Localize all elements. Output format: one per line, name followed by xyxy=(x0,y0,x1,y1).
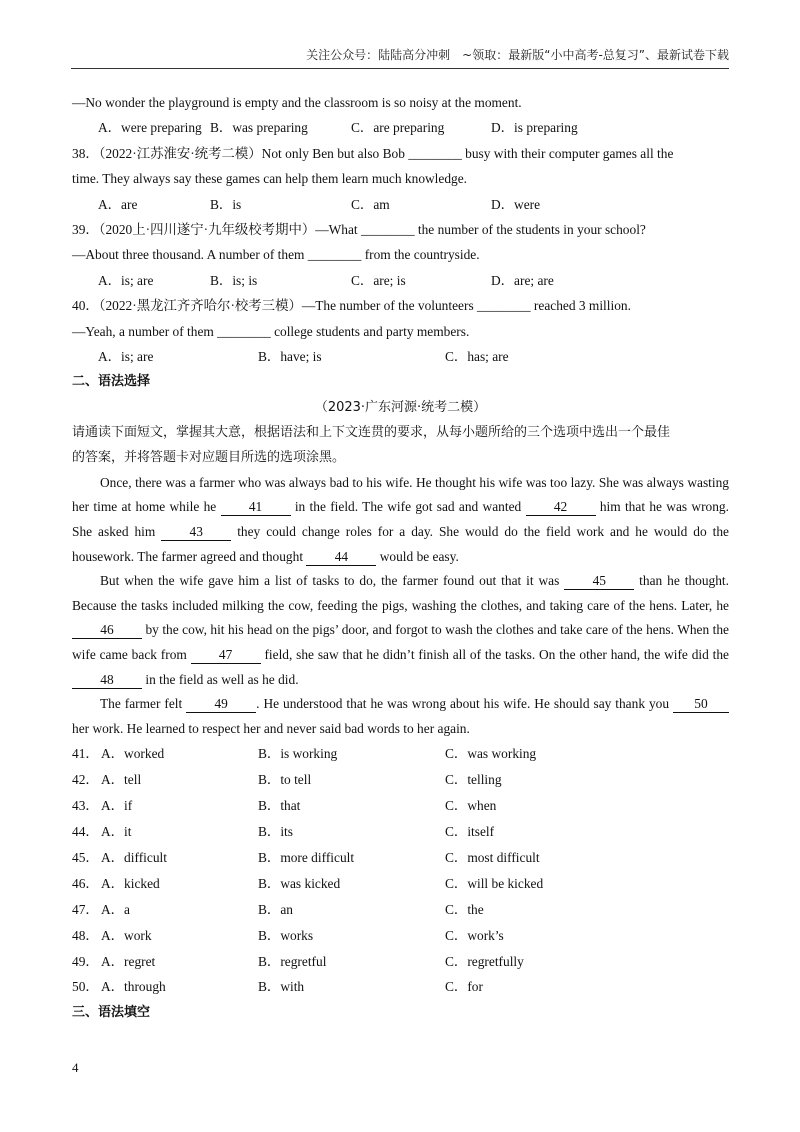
page-content xyxy=(72,90,729,1026)
q40-stem-line1: 40．（2022·黑龙江齐齐哈尔·校考三模）—The number of the volunteers ________ reached 3 million. xyxy=(72,298,631,314)
choice-c[interactable]: C．when xyxy=(445,798,497,814)
choice-c[interactable]: C．regretfully xyxy=(445,953,524,969)
choice-a[interactable]: A．through xyxy=(101,979,166,995)
section-2-title: 二、语法选择 xyxy=(72,374,151,390)
q40-option-b[interactable]: B．have; is xyxy=(258,348,322,364)
section-2-instructions-line1: 请通读下面短文，掌握其大意，根据语法和上下文连贯的要求，从每小题所给的三个选项中选出一个最佳 xyxy=(72,425,671,441)
q38-option-b[interactable]: B．is xyxy=(210,196,242,212)
q39-options xyxy=(72,268,729,293)
blank-43[interactable]: 43 xyxy=(161,524,231,541)
choice-c[interactable]: C．for xyxy=(445,979,483,995)
section-2-source: （2023·广东河源·统考二模） xyxy=(314,399,487,415)
choice-b[interactable]: B．was kicked xyxy=(258,875,341,891)
section-3-title: 三、语法填空 xyxy=(72,1005,151,1021)
choice-a[interactable]: A．work xyxy=(101,927,152,943)
choices-list xyxy=(72,741,729,1000)
choice-row: 50． A．through B．with C．for xyxy=(72,974,729,1000)
choice-b[interactable]: B．with xyxy=(258,979,305,995)
choice-b[interactable]: B．to tell xyxy=(258,772,312,788)
q39-stem-line1: 39．（2020上·四川遂宁·九年级校考期中）—What ________ the number of the students in your school? xyxy=(72,221,646,237)
choice-a[interactable]: A．difficult xyxy=(101,849,167,865)
choice-row: 49． A．regret B．regretful C．regretfully xyxy=(72,949,729,975)
choice-b[interactable]: B．its xyxy=(258,824,293,840)
choice-row: 42． A．tell B．to tell C．telling xyxy=(72,767,729,793)
q40-stem-line2: —Yeah, a number of them ________ college students and party members. xyxy=(72,323,470,339)
q37-options xyxy=(72,115,729,140)
q39-option-a[interactable]: A．is; are xyxy=(98,272,154,288)
q37-option-d[interactable]: D．is preparing xyxy=(491,120,578,136)
header-divider xyxy=(71,68,729,69)
choice-c[interactable]: C．was working xyxy=(445,746,537,762)
q40-option-c[interactable]: C．has; are xyxy=(445,348,509,364)
choice-b[interactable]: B．more difficult xyxy=(258,849,355,865)
choice-c[interactable]: C．most difficult xyxy=(445,849,540,865)
choice-a[interactable]: A．tell xyxy=(101,772,142,788)
choice-a[interactable]: A．regret xyxy=(101,953,156,969)
choice-row: 46． A．kicked B．was kicked C．will be kicked xyxy=(72,871,729,897)
q38-option-d[interactable]: D．were xyxy=(491,196,541,212)
blank-41[interactable]: 41 xyxy=(221,499,291,516)
choice-row: 44． A．it B．its C．itself xyxy=(72,819,729,845)
choice-a[interactable]: A．it xyxy=(101,824,132,840)
page-number: 4 xyxy=(72,1060,79,1075)
q39-option-b[interactable]: B．is; is xyxy=(210,272,258,288)
blank-50[interactable]: 50 xyxy=(673,696,729,713)
blank-49[interactable]: 49 xyxy=(186,696,256,713)
choice-row: 43． A．if B．that C．when xyxy=(72,793,729,819)
choice-a[interactable]: A．a xyxy=(101,901,131,917)
q38-stem-line1: 38．（2022·江苏淮安·统考二模）Not only Ben but also Bob ________ busy with their computer games all the xyxy=(72,145,674,161)
q39-option-d[interactable]: D．are; are xyxy=(491,272,554,288)
passage-paragraph-1: Once, there was a farmer who was always bad to his wife. He thought his wife was too lazy. She was always wasting her time at home while he 41 in the field. The wife got sad and wanted 42 him that he was wrong. She asked him 43 they could change roles for a day. She would do the field work and he would do the housework. The farmer agreed and thought 44 would be easy. xyxy=(72,474,729,564)
q38-stem-line2: time. They always say these games can help them learn much knowledge. xyxy=(72,171,468,187)
blank-45[interactable]: 45 xyxy=(564,573,634,590)
q37-option-a[interactable]: A．were preparing xyxy=(98,120,202,136)
choice-b[interactable]: B．an xyxy=(258,901,293,917)
choice-b[interactable]: B．regretful xyxy=(258,953,327,969)
q38-options xyxy=(72,192,729,217)
blank-42[interactable]: 42 xyxy=(526,499,596,516)
choice-c[interactable]: C．telling xyxy=(445,772,502,788)
q37-option-c[interactable]: C．are preparing xyxy=(351,120,445,136)
choice-row: 45． A．difficult B．more difficult C．most difficult xyxy=(72,845,729,871)
blank-44[interactable]: 44 xyxy=(306,549,376,566)
choice-b[interactable]: B．that xyxy=(258,798,301,814)
choice-row: 48． A．work B．works C．work’s xyxy=(72,923,729,949)
blank-46[interactable]: 46 xyxy=(72,622,142,639)
choice-c[interactable]: C．itself xyxy=(445,824,495,840)
choice-c[interactable]: C．the xyxy=(445,901,484,917)
q40-options xyxy=(72,344,729,369)
section-2-instructions-line2: 的答案，并将答题卡对应题目所选的选项涂黑。 xyxy=(72,450,346,466)
choice-row: 47． A．a B．an C．the xyxy=(72,897,729,923)
choice-b[interactable]: B．works xyxy=(258,927,314,943)
blank-47[interactable]: 47 xyxy=(191,647,261,664)
choice-b[interactable]: B．is working xyxy=(258,746,338,762)
q38-option-a[interactable]: A．are xyxy=(98,196,138,212)
q37-text: —No wonder the playground is empty and the classroom is so noisy at the moment. xyxy=(72,95,522,110)
choice-row: 41． A．worked B．is working C．was working xyxy=(72,741,729,767)
q37-option-b[interactable]: B．was preparing xyxy=(210,120,308,136)
q38-option-c[interactable]: C．am xyxy=(351,196,390,212)
q40-option-a[interactable]: A．is; are xyxy=(98,348,154,364)
page-header: 关注公众号：陆陆高分冲刺 ~领取：最新版“小中高考-总复习”、最新试卷下载 xyxy=(306,48,729,62)
passage-paragraph-3: The farmer felt 49 . He understood that he was wrong about his wife. He should say thank you 50 her work. He learned to respect her and never said bad words to her again. xyxy=(72,692,729,741)
q39-option-c[interactable]: C．are; is xyxy=(351,272,406,288)
choice-a[interactable]: A．kicked xyxy=(101,875,160,891)
q39-stem-line2: —About three thousand. A number of them ________ from the countryside. xyxy=(72,247,480,263)
choice-a[interactable]: A．worked xyxy=(101,746,165,762)
choice-a[interactable]: A．if xyxy=(101,798,133,814)
passage-paragraph-2: But when the wife gave him a list of tasks to do, the farmer found out that it was 45 than he thought. Because the tasks included milking the cow, feeding the pigs, washing the clothes, and taking care of the hens. Later, he 46 by the cow, hit his head on the pigs’ door, and forgot to wash the clothes and take care of the hens. When the wife came back from 47 field, she saw that he didn’t finish all of the tasks. On the other hand, the wife did the 48 in the field as well as he did. xyxy=(72,573,729,687)
blank-48[interactable]: 48 xyxy=(72,672,142,689)
choice-c[interactable]: C．will be kicked xyxy=(445,875,544,891)
choice-c[interactable]: C．work’s xyxy=(445,927,504,943)
